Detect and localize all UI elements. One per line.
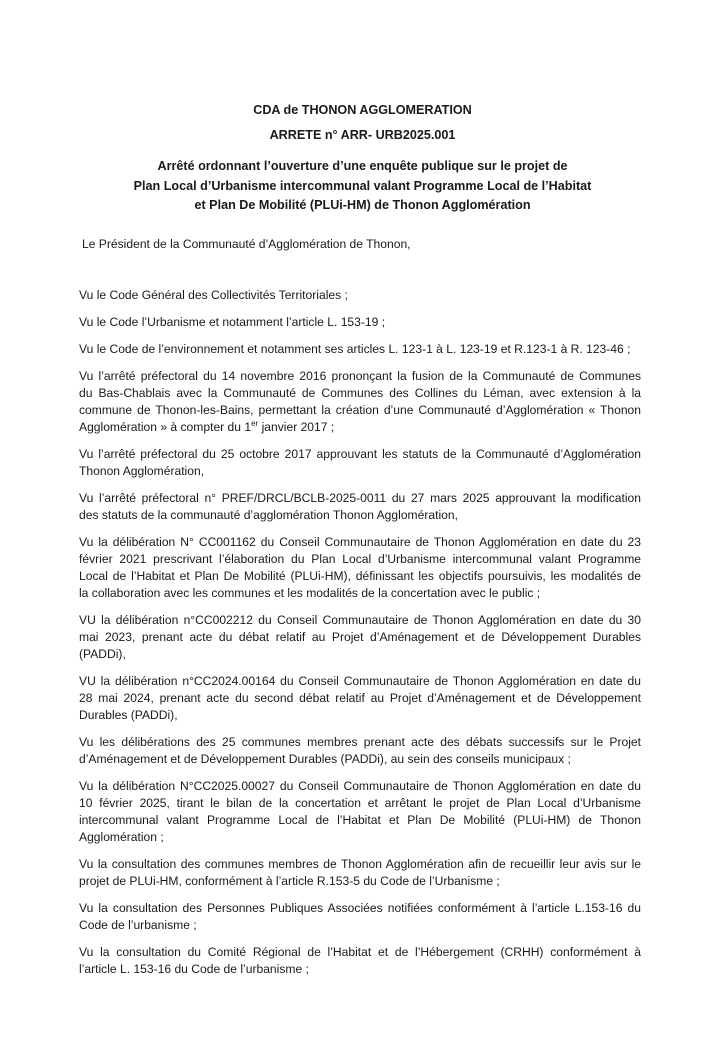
- paragraph-line: Vu le Code Général des Collectivités Territoriales ;: [79, 288, 348, 302]
- document-header: [0, 101, 725, 216]
- decree-title-line: Plan Local d’Urbanisme intercommunal valant Programme Local de l’Habitat: [133, 178, 592, 193]
- consideration-paragraph: [79, 944, 641, 978]
- paragraph-line: mai 2023, prenant acte du débat relatif au Projet d’Aménagement et de Développement Durables: [79, 630, 641, 644]
- paragraph-line: VU la délibération n°CC002212 du Conseil Communautaire de Thonon Agglomération en date du 30: [79, 613, 641, 627]
- consideration-paragraph: [79, 673, 641, 724]
- consideration-paragraph: [79, 368, 641, 436]
- paragraph-line: Agglomération ;: [79, 830, 164, 844]
- consideration-paragraph: [79, 734, 641, 768]
- paragraph-line: 28 mai 2024, prenant acte du second débat relatif au Projet d’Aménagement et de Développement: [79, 691, 641, 705]
- consideration-paragraph: [79, 314, 641, 331]
- consideration-paragraph: [79, 778, 641, 846]
- decree-title: [0, 157, 725, 216]
- paragraph-line: du Bas-Chablais avec la Communauté de Communes des Collines du Léman, avec extension à la: [79, 386, 641, 400]
- consideration-paragraph: [79, 612, 641, 663]
- paragraph-line: Code de l’urbanisme ;: [79, 918, 197, 932]
- paragraph-line: Vu la délibération N°CC2025.00027 du Conseil Communautaire de Thonon Agglomération en date du: [79, 779, 641, 793]
- consideration-paragraph: [79, 287, 641, 304]
- president-statement: Le Président de la Communauté d’Agglomération de Thonon,: [82, 237, 411, 251]
- paragraph-line: Vu l’arrêté préfectoral n° PREF/DRCL/BCLB-2025-0011 du 27 mars 2025 approuvant la modification: [79, 491, 641, 505]
- paragraph-line: d’Aménagement et de Développement Durables (PADDi), au sein des conseils municipaux ;: [79, 752, 571, 766]
- consideration-paragraph: [79, 856, 641, 890]
- decree-title-line: et Plan De Mobilité (PLUi-HM) de Thonon Agglomération: [194, 198, 531, 212]
- paragraph-line: Vu la délibération N° CC001162 du Conseil Communautaire de Thonon Agglomération en date du 23: [79, 535, 641, 549]
- decree-reference: ARRETE n° ARR- URB2025.001: [269, 128, 456, 142]
- paragraph-line: Vu la consultation des communes membres de Thonon Agglomération afin de recueillir leur avis sur le: [79, 857, 641, 871]
- consideration-paragraph: [79, 490, 641, 524]
- paragraph-line: Vu le Code de l’environnement et notamment ses articles L. 123-1 à L. 123-19 et R.123-1 à R. 123-46 ;: [79, 342, 631, 356]
- paragraph-line: Vu la consultation du Comité Régional de l’Habitat et de l’Hébergement (CRHH) conformément à: [79, 945, 641, 959]
- paragraph-line: Vu la consultation des Personnes Publiques Associées notifiées conformément à l’article L.153-16 du: [79, 901, 641, 915]
- consideration-paragraph: [79, 341, 641, 358]
- consideration-paragraph: [79, 446, 641, 480]
- paragraph-line: l’article L. 153-16 du Code de l’urbanisme ;: [79, 962, 309, 976]
- paragraph-line: Local de l’Habitat et Plan De Mobilité (PLUi-HM), définissant les objectifs poursuivis, les modalités de: [79, 569, 641, 583]
- consideration-paragraph: [79, 900, 641, 934]
- paragraph-line: VU la délibération n°CC2024.00164 du Conseil Communautaire de Thonon Agglomération en date du: [79, 674, 641, 688]
- paragraph-line: février 2021 prescrivant l’élaboration du Plan Local d’Urbanisme intercommunal valant Programme: [79, 552, 641, 566]
- consideration-paragraph: [79, 534, 641, 602]
- paragraph-line: intercommunal valant Programme Local de l’Habitat et Plan De Mobilité (PLUi-HM) de Thonon: [79, 813, 641, 827]
- paragraph-line: (PADDi),: [79, 647, 126, 661]
- paragraph-line: projet de PLUi-HM, conformément à l’article R.153-5 du Code de l’Urbanisme ;: [79, 874, 500, 888]
- paragraph-line: Vu l’arrêté préfectoral du 25 octobre 2017 approuvant les statuts de la Communauté d’Agglomération: [79, 447, 641, 461]
- paragraph-line-sup: Agglomération » à compter du 1er janvier 2017 ;: [79, 418, 335, 434]
- paragraph-line: Thonon Agglomération,: [79, 464, 205, 478]
- paragraph-line: la collaboration avec les communes et les modalités de la concertation avec le public ;: [79, 586, 541, 600]
- paragraph-line: Vu les délibérations des 25 communes membres prenant acte des débats successifs sur le Projet: [79, 735, 641, 749]
- considerations-list: [79, 287, 641, 988]
- organization-name: CDA de THONON AGGLOMERATION: [253, 103, 472, 117]
- paragraph-line: des statuts de la communauté d’agglomération Thonon Agglomération,: [79, 508, 458, 522]
- paragraph-line: commune de Thonon-les-Bains, permettant la création d’une Communauté d’Agglomération « Thonon: [79, 403, 641, 417]
- paragraph-line: Durables (PADDi),: [79, 708, 178, 722]
- paragraph-line: 10 février 2025, tirant le bilan de la concertation et arrêtant le projet de Plan Local d’Urbanisme: [79, 796, 641, 810]
- paragraph-line: Vu l’arrêté préfectoral du 14 novembre 2016 prononçant la fusion de la Communauté de Communes: [79, 369, 641, 383]
- decree-title-line: Arrêté ordonnant l’ouverture d’une enquête publique sur le projet de: [157, 159, 568, 173]
- paragraph-line: Vu le Code l’Urbanisme et notamment l’article L. 153-19 ;: [79, 315, 386, 329]
